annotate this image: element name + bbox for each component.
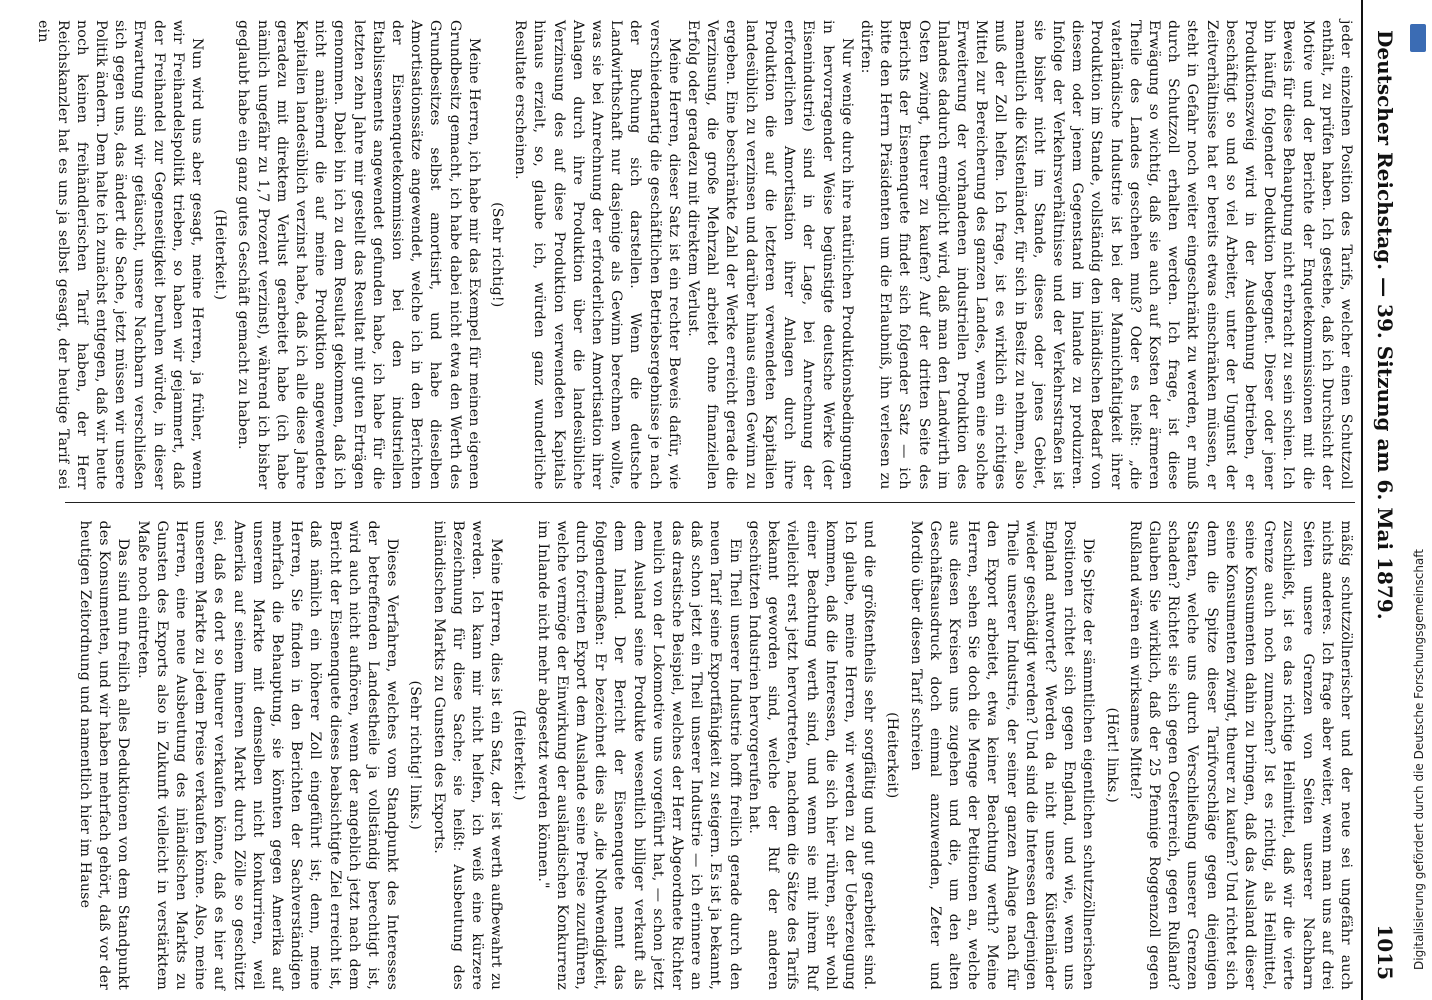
digitization-credit: Digitalisierung gefördert durch die Deutsche Forschungsgemeinschaft: [1412, 548, 1426, 970]
paragraph: Die Spitze der sämmtlichen eigentlichen schutzzöllnerischen Positionen richtet sich gegen England, und wie, wenn uns England antwortet? Werden da nicht unsere Küstenländer wieder geschädigt werden? Und sind die Interessen derjenigen Theile unserer Industrie, der seiner ganzen Anlage nach für den Export arbeitet, etwa keiner Beachtung werth? Meine Herren, sehen Sie doch die Menge der Petitionen an, welche aus diesen Kreisen uns zugehen und die, um den alten Geschäftsausdruck doch einmal anzuwenden, Zeter und Mordio über diesen Tarif schreien: [907, 520, 1097, 990]
paragraph: mäßig schutzzöllnerischer und der neue sei ungefähr auch nichts anderes. Ich frage aber weiter, wenn man uns auf drei Seiten unsere Grenzen von Seiten unserer Nachbarn zuschließt, ist es das richtige Heilmittel, daß wir die vierte Grenze auch noch zumachen? Ist es richtig, als Heilmittel, seine Konsumenten dahin zu bringen, daß das Ausland dieser seine Konsumenten zwingt, theurer zu kaufen? Und richtet sich denn die Spitze dieser Tarifvorschläge gegen diejenigen Staaten, welche uns durch Verschließung unserer Grenzen schaden? Richtet sie sich gegen Oesterreich, gegen Rußland? Glauben Sie wirklich, daß der 25 Pfennige Roggenzoll gegen Rußland wären ein wirksames Mittel?: [1126, 520, 1354, 990]
paragraph: (Heiterkeit.): [212, 209, 229, 301]
running-header: Deutscher Reichstag. — 39. Sitzung am 6. Mai 1879.: [1373, 30, 1397, 620]
paragraph: und die größtentheils sehr sorgfältig und gut gearbeitet sind. Ich glaube, meine Herren, wir werden zu der Ueberzeugung kommen, daß die Interessen, die sich hier rühren, sehr wohl einer Beachtung werth sind, und wenn sie mit ihrem Ruf vielleicht erst jetzt hervortreten, nachdem die Sätze des Tarifs bekannt geworden sind, welche der Ruf der anderen geschützten Industrien hervorgerufen hat.: [745, 520, 878, 990]
paragraph: Ein Theil unserer Industrie hofft freilich gerade durch den neuen Tarif seine Exportfähigkeit zu steigern. Es ist ja bekannt, daß schon jetzt ein Theil unserer Industrie — ich erinnere an das drastische Beispiel, welches der Herr Abgeordnete Richter neulich von der Lokomotive uns vorgeführt hat, — schon jetzt dem Ausland seine Produkte wesentlich billiger verkauft als dem Inland. Der Bericht der Eisenenquete nennt das folgendermaßen: Er bezeichnet dies als „die Nothwendigkeit, durch forcirten Export dem Auslande seine Preise zuzuführen, welche vermöge der Einwirkung der ausländischen Konkurrenz im Inlande nicht mehr abgesetzt werden können.": [534, 520, 743, 990]
paragraph: (Sehr richtig! links.): [407, 680, 424, 830]
paragraph: Dieses Verfahren, welches vom Standpunkt des Interesses der betreffenden Landestheile ja vollständig berechtigt ist, wird auch nicht aufhören, wenn der angeblich jetzt nach dem Bericht der Eisenenquete dieses beabsichtigte Ziel erreicht ist, daß nämlich ein höherer Zoll eingeführt ist; denn, meine Herren, Sie finden in den Berichten der Sachverständigen mehrfach die Behauptung, sie könnten gegen Amerika auf unserem Markte mit demselben nicht konkurriren, weil Amerika auf seinem inneren Markt durch Zölle so geschützt sei, daß es dort so theurer verkaufen könne, daß es hier auf unserem Markte zu jedem Preise verkaufen könne. Also, meine Herren, eine neue Ausbeutung des inländischen Markts zu Gunsten des Exports also in Zukunft vielleicht in verstärktem Maße noch eintreten.: [134, 520, 401, 990]
paragraph: Meine Herren, dieser Satz ist ein rechter Beweis dafür, wie verschiedenartig die geschäftlichen Betriebsergebnisse je nach der Buchung sich darstellen. Wenn die deutsche Landwirthschaft nur dasjenige als Gewinn berechnen wollte, was sie bei Anrechnung der erforderlichen Amortisation ihrer Anlagen durch ihre Produktion über die landesübliche Verzinsung des auf diese Produktion verwendeten Kapitals hinaus erzielt, so, glaube ich, würden ganz wunderliche Resultate erscheinen.: [512, 20, 682, 490]
paragraph: Nur wenige durch ihre natürlichen Produktionsbedingungen in hervorragender Weise begünstigte deutsche Werke (der Eisenindustrie) sind in der Lage, bei Anrechnung der erforderlichen Amortisation ihrer Anlagen durch ihre Produktion die auf die letzteren verwendeten Kapitalien landesüblich zu verzinsen und darüber hinaus einen Gewinn zu ergeben. Eine beschränkte Zahl der Werke erreicht gerade die Verzinsung, die große Mehrzahl arbeitet ohne finanziellen Erfolg oder geradezu mit direktem Verlust.: [685, 20, 855, 490]
left-column: [35, 20, 1355, 503]
paragraph: Meine Herren, dies ist ein Satz, der ist werth aufbewahrt zu werden. Ich kann mir nicht helfen, ich weiß eine kürzere Bezeichnung für diese Sache; sie heißt: Ausbeutung des inländischen Markts zu Gunsten des Exports.: [430, 520, 505, 990]
paragraph: jeder einzelnen Position des Tarifs, welcher einen Schutzzoll enthält, zu prüfen haben. Ich gestehe, daß ich Durchsicht der Motive und der Berichte der Enquetekommissionen mit die Beweis für diese Behauptung nicht erbracht zu sein schien. Ich bin häufig folgender Deduktion begegnet. Dieser oder jener Produktionszweig wird in der Ausdehnung betrieben, er beschäftigt so und so viel Arbeiter, unter der Ungunst der Zeitverhältnisse hat er bereits etwas einschränken müssen, er steht in Gefahr noch weiter eingeschränkt zu werden, er muß durch Schutzzoll erhalten werden. Ich frage, ist diese Erwägung so wichtig, daß sie auch auf Kosten der ärmeren Theile des Landes geschehen muß? Oder es heißt: „die vaterländische Industrie ist bei der Mannichfaltigkeit ihrer Produktion im Stande, vollständig den inländischen Bedarf von diesem oder jenem Gegenstand im Inlande zu produziren. Infolge der Verkehrsverhältnisse und der Verkehrsstraßen ist sie bisher nicht im Stande, dieses oder jenes Gebiet, namentlich die Küstenländer, für sich in Besitz zu nehmen, also muß der Zoll helfen. Ich frage, ist es wirklich ein richtiges Mittel zur Bereicherung des ganzen Landes, wenn eine solche Erweiterung der vorhandenen industriellen Produktion des Inlandes dadurch ermöglicht wird, daß man den Landwirth im Osten zwingt, theurer zu kaufen? Auf der dritten Seite des Berichts der Eisenenquete findet sich folgender Satz — ich bitte den Herrn Präsidenten um die Erlaubniß, ihn verlesen zu dürfen:: [857, 20, 1354, 490]
paragraph: (Heiterkeit.): [511, 709, 528, 801]
paragraph: (Heiterkeit): [884, 712, 901, 799]
paragraph: Nun wird uns aber gesagt, meine Herren, ja früher, wenn wir Freihandelspolitik trieben, so haben wir gejammert, daß der Freihandel zur Gegenseitigkeit beruhen würde, in dieser Erwartung sind wir getäuscht, unsere Nachbarn verschließen sich gegen uns, das ändert die Sache, jetzt müssen wir unsere Politik ändern. Dem halte ich zunächst entgegen, daß wir heute noch keinen freihändlerischen Tarif haben, der Herr Reichskanzler hat es uns ja selbst gesagt, der heutige Tarif sei ein: [35, 20, 206, 490]
page-header: [1361, 0, 1405, 1000]
paragraph: (Sehr richtig!): [489, 202, 506, 308]
paragraph: (Hört! links.): [1103, 707, 1120, 803]
document-page: [35, 0, 1405, 1000]
paragraph: Meine Herren, ich habe mir das Exempel für meinen eigenen Grundbesitz gemacht, ich habe dabei nicht etwa den Werth des Grundbesitzes selbst amortisirt, und habe dieselben Amortisationssätze angewendet, welche ich in den Berichten der Eisenenquetekommission bei den industriellen Etablissements angewendet gefunden habe, ich habe für die letzten zehn Jahre mir gestellt das Resultat mit guten Erträgen genommen. Dabei bin ich zu dem Resultat gekommen, daß ich nicht annähernd die auf meine Produktion angewendeten Kapitalien landesüblich verzinst habe, daß ich alle diese Jahre geradezu mit direktem Verlust gearbeitet habe (ich habe nämlich ungefähr zu 1,7 Prozent verzinst), während ich bisher geglaubt habe ein ganz gutes Geschäft gemacht zu haben.: [235, 20, 482, 490]
side-watermark: [1404, 10, 1430, 990]
page-number: 1015: [1373, 924, 1397, 980]
text-columns: [35, 20, 1355, 990]
right-column: [65, 521, 1355, 991]
paragraph: Das sind nun freilich alles Deduktionen von dem Standpunkt des Konsumenten, und wir haben mehrfach gehört, daß vor der heutigen Zeitordnung und namentlich hier im Hause: [77, 520, 132, 990]
dfg-logo-icon: [1410, 24, 1426, 52]
